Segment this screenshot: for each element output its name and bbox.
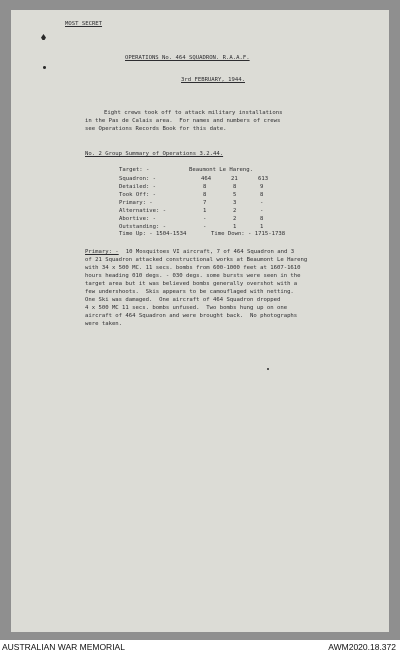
target-label: Target: - [119,167,150,173]
summary-row [119,192,319,200]
squadron-464-value: 1 [203,208,207,214]
narrative-line: hours heading 010 degs. - 030 degs. some bursts were seen in the [85,273,301,279]
institution-name: AUSTRALIAN WAR MEMORIAL [2,642,125,652]
reference-number: AWM2020.18.372 [328,642,396,652]
squadron-613-value: 1 [260,224,264,230]
target-value: Beaumont Le Hareng. [189,167,253,173]
narrative-line: aircraft of 464 Squadron and were brought back. No photographs [85,313,298,319]
narrative-line: 10 Mosquitoes VI aircraft, 7 of 464 Squadron and 3 [119,249,295,255]
row-label: Alternative: - [119,208,167,214]
document-page [11,10,389,632]
squadron-21-value: 3 [233,200,237,206]
squadron-464-value: 8 [203,192,207,198]
summary-row [119,176,319,184]
footer-bar [0,640,400,653]
intro-line: see Operations Records Book for this date. [85,126,227,132]
squadron-613-value: - [260,208,264,214]
punch-hole-mark [41,34,46,40]
document-date: 3rd FEBRUARY, 1944. [181,77,245,83]
typed-document [11,10,389,632]
squadron-613-value: 8 [260,216,264,222]
squadron-613-value: 613 [258,176,269,182]
intro-line: Eight crews took off to attack military installations [104,110,283,116]
row-label: Abortive: - [119,216,157,222]
summary-row [119,200,319,208]
squadron-613-value: 9 [260,184,264,190]
row-label: Outstanding: - [119,224,167,230]
squadron-21-value: 2 [233,208,237,214]
row-label: Squadron: - [119,176,157,182]
narrative-line: with 34 x 500 MC. 11 secs. bombs from 600-1000 feet at 1607-1610 [85,265,301,271]
primary-label: Primary: - [85,249,119,255]
squadron-464-value: 8 [203,184,207,190]
squadron-464-value: 7 [203,200,207,206]
punch-hole-mark [43,66,46,69]
intro-line: in the Pas de Calais area. For names and numbers of crews [85,118,281,124]
row-label: Took Off: - [119,192,157,198]
narrative-line: target area but it was believed bombs generally overshot with a [85,281,298,287]
time-down: Time Down: - 1715-1738 [211,231,286,237]
summary-row [119,184,319,192]
squadron-464-value: - [203,216,207,222]
narrative-line: 4 x 500 MC 11 secs. bombs unfused. Two bombs hung up on one [85,305,288,311]
summary-row [119,216,319,224]
document-heading: OPERATIONS No. 464 SQUADRON. R.A.A.F. [125,55,250,61]
squadron-613-value: 8 [260,192,264,198]
squadron-21-value: 2 [233,216,237,222]
narrative-line: One Ski was damaged. One aircraft of 464 Squadron dropped [85,297,281,303]
time-up: Time Up: - 1504-1534 [119,231,187,237]
squadron-464-value: 464 [201,176,212,182]
narrative-line: were taken. [85,321,123,327]
squadron-21-value: 21 [231,176,238,182]
row-label: Detailed: - [119,184,157,190]
squadron-21-value: 5 [233,192,237,198]
summary-heading: No. 2 Group Summary of Operations 3.2.44. [85,151,224,157]
squadron-464-value: - [203,224,207,230]
narrative-line: of 21 Squadron attacked constructional works at Beaumont Le Hareng [85,257,308,263]
narrative-line: few undershoots. Skis appears to be camouflaged with netting. [85,289,294,295]
security-classification: MOST SECRET [65,21,103,27]
stray-mark [267,368,269,370]
summary-row [119,208,319,216]
squadron-21-value: 1 [233,224,237,230]
row-label: Primary: - [119,200,153,206]
squadron-613-value: - [260,200,264,206]
squadron-21-value: 8 [233,184,237,190]
